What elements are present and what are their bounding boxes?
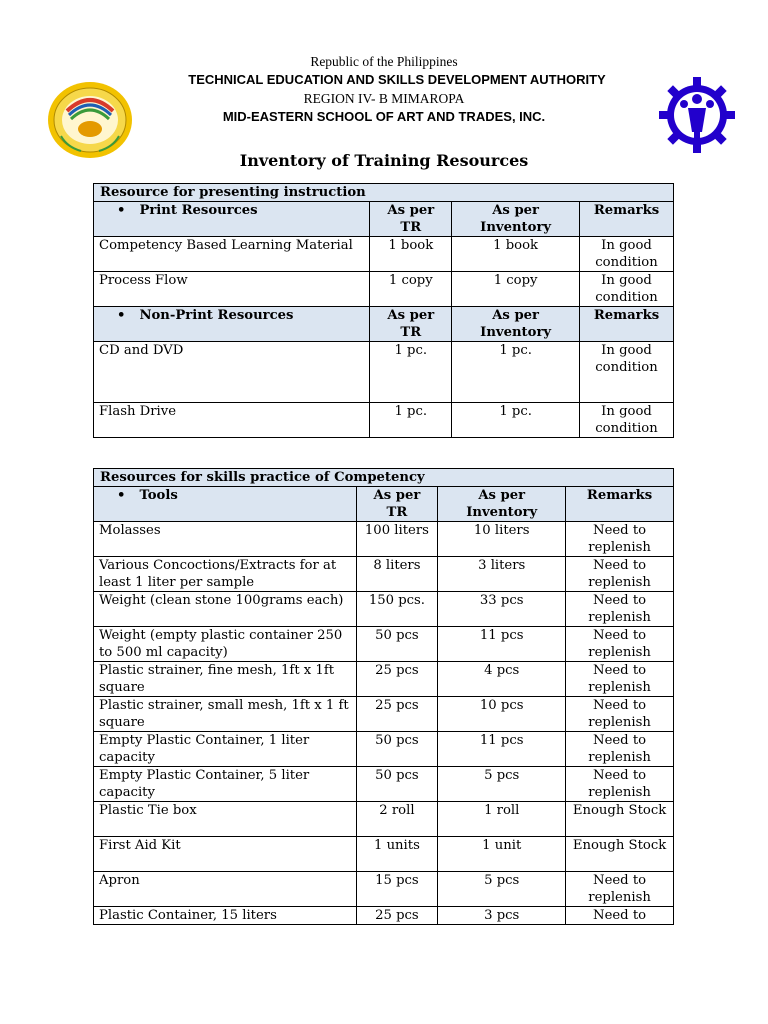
inventory-cell: 33 pcs bbox=[438, 592, 566, 627]
tr-cell: 1 pc. bbox=[370, 342, 452, 403]
col-header-tr: As per TR bbox=[370, 202, 452, 237]
inventory-cell: 1 unit bbox=[438, 837, 566, 872]
tr-cell: 8 liters bbox=[356, 557, 438, 592]
col-header-tr: As per TR bbox=[370, 307, 452, 342]
tr-cell: 100 liters bbox=[356, 522, 438, 557]
remarks-cell: Need to replenish bbox=[566, 872, 674, 907]
remarks-cell: Need to bbox=[566, 907, 674, 925]
group-heading: • Print Resources bbox=[99, 203, 258, 218]
remarks-cell: In good condition bbox=[580, 403, 674, 438]
tr-cell: 150 pcs. bbox=[356, 592, 438, 627]
section-title: Resource for presenting instruction bbox=[94, 184, 674, 202]
inventory-cell: 3 liters bbox=[438, 557, 566, 592]
inventory-cell: 1 roll bbox=[438, 802, 566, 837]
table-row bbox=[94, 592, 674, 627]
agency-name: TECHNICAL EDUCATION AND SKILLS DEVELOPMENT AUTHORITY bbox=[188, 72, 606, 87]
inventory-cell: 1 book bbox=[452, 237, 580, 272]
item-cell: Apron bbox=[94, 872, 357, 907]
table-row bbox=[94, 627, 674, 662]
remarks-cell: Need to replenish bbox=[566, 557, 674, 592]
column-header-row bbox=[94, 487, 674, 522]
inventory-cell: 1 copy bbox=[452, 272, 580, 307]
section-header-row bbox=[94, 469, 674, 487]
tr-cell: 1 book bbox=[370, 237, 452, 272]
section-title: Resources for skills practice of Competency bbox=[94, 469, 674, 487]
tr-cell: 1 units bbox=[356, 837, 438, 872]
remarks-cell: Need to replenish bbox=[566, 732, 674, 767]
item-cell: Flash Drive bbox=[94, 403, 370, 438]
group-heading: • Non-Print Resources bbox=[99, 308, 293, 323]
item-cell: Weight (clean stone 100grams each) bbox=[94, 592, 357, 627]
inventory-cell: 10 pcs bbox=[438, 697, 566, 732]
item-cell: Plastic strainer, fine mesh, 1ft x 1ft square bbox=[94, 662, 357, 697]
table-row bbox=[94, 697, 674, 732]
item-cell: Weight (empty plastic container 250 to 500 ml capacity) bbox=[94, 627, 357, 662]
inventory-cell: 10 liters bbox=[438, 522, 566, 557]
tr-cell: 50 pcs bbox=[356, 732, 438, 767]
remarks-cell: In good condition bbox=[580, 237, 674, 272]
tr-cell: 25 pcs bbox=[356, 907, 438, 925]
tr-cell: 2 roll bbox=[356, 802, 438, 837]
col-header-tr: As per TR bbox=[356, 487, 438, 522]
item-cell: CD and DVD bbox=[94, 342, 370, 403]
inventory-cell: 5 pcs bbox=[438, 767, 566, 802]
section-header-row bbox=[94, 184, 674, 202]
item-cell: Competency Based Learning Material bbox=[94, 237, 370, 272]
remarks-cell: Enough Stock bbox=[566, 802, 674, 837]
item-cell: Plastic strainer, small mesh, 1ft x 1 ft square bbox=[94, 697, 357, 732]
table-row bbox=[94, 342, 674, 403]
remarks-cell: Need to replenish bbox=[566, 627, 674, 662]
table-row bbox=[94, 837, 674, 872]
inventory-cell: 4 pcs bbox=[438, 662, 566, 697]
instruction-resources-table bbox=[93, 183, 674, 438]
tr-cell: 25 pcs bbox=[356, 697, 438, 732]
remarks-cell: In good condition bbox=[580, 342, 674, 403]
column-header-row bbox=[94, 307, 674, 342]
remarks-cell: Enough Stock bbox=[566, 837, 674, 872]
table-row bbox=[94, 272, 674, 307]
tr-cell: 50 pcs bbox=[356, 767, 438, 802]
remarks-cell: Need to replenish bbox=[566, 662, 674, 697]
school-name: MID-EASTERN SCHOOL OF ART AND TRADES, INC. bbox=[222, 109, 546, 124]
col-header-remarks: Remarks bbox=[566, 487, 674, 522]
tr-cell: 25 pcs bbox=[356, 662, 438, 697]
skills-practice-table bbox=[93, 468, 674, 925]
remarks-cell: Need to replenish bbox=[566, 592, 674, 627]
col-header-remarks: Remarks bbox=[580, 202, 674, 237]
table-row bbox=[94, 662, 674, 697]
item-cell: Plastic Container, 15 liters bbox=[94, 907, 357, 925]
col-header-inventory: As per Inventory bbox=[452, 202, 580, 237]
item-cell: Various Concoctions/Extracts for at least 1 liter per sample bbox=[94, 557, 357, 592]
remarks-cell: Need to replenish bbox=[566, 522, 674, 557]
col-header-inventory: As per Inventory bbox=[438, 487, 566, 522]
inventory-cell: 3 pcs bbox=[438, 907, 566, 925]
table-row bbox=[94, 802, 674, 837]
item-cell: First Aid Kit bbox=[94, 837, 357, 872]
item-cell: Empty Plastic Container, 5 liter capacity bbox=[94, 767, 357, 802]
item-cell: Empty Plastic Container, 1 liter capacity bbox=[94, 732, 357, 767]
group-heading: • Tools bbox=[99, 488, 178, 503]
column-header-row bbox=[94, 202, 674, 237]
page-title: Inventory of Training Resources bbox=[239, 151, 529, 170]
remarks-cell: In good condition bbox=[580, 272, 674, 307]
inventory-cell: 1 pc. bbox=[452, 342, 580, 403]
tools-table-body bbox=[94, 522, 674, 925]
table-row bbox=[94, 907, 674, 925]
tr-cell: 15 pcs bbox=[356, 872, 438, 907]
tr-cell: 50 pcs bbox=[356, 627, 438, 662]
table-row bbox=[94, 872, 674, 907]
republic-line: Republic of the Philippines bbox=[310, 54, 458, 69]
table-row bbox=[94, 522, 674, 557]
table-row bbox=[94, 403, 674, 438]
tr-cell: 1 copy bbox=[370, 272, 452, 307]
tr-cell: 1 pc. bbox=[370, 403, 452, 438]
item-cell: Plastic Tie box bbox=[94, 802, 357, 837]
inventory-cell: 5 pcs bbox=[438, 872, 566, 907]
region-line: REGION IV- B MIMAROPA bbox=[303, 91, 465, 106]
item-cell: Process Flow bbox=[94, 272, 370, 307]
remarks-cell: Need to replenish bbox=[566, 767, 674, 802]
col-header-inventory: As per Inventory bbox=[452, 307, 580, 342]
inventory-cell: 1 pc. bbox=[452, 403, 580, 438]
remarks-cell: Need to replenish bbox=[566, 697, 674, 732]
table-row bbox=[94, 732, 674, 767]
item-cell: Molasses bbox=[94, 522, 357, 557]
inventory-cell: 11 pcs bbox=[438, 627, 566, 662]
table-row bbox=[94, 767, 674, 802]
table-row bbox=[94, 557, 674, 592]
inventory-cell: 11 pcs bbox=[438, 732, 566, 767]
table-row bbox=[94, 237, 674, 272]
col-header-remarks: Remarks bbox=[580, 307, 674, 342]
